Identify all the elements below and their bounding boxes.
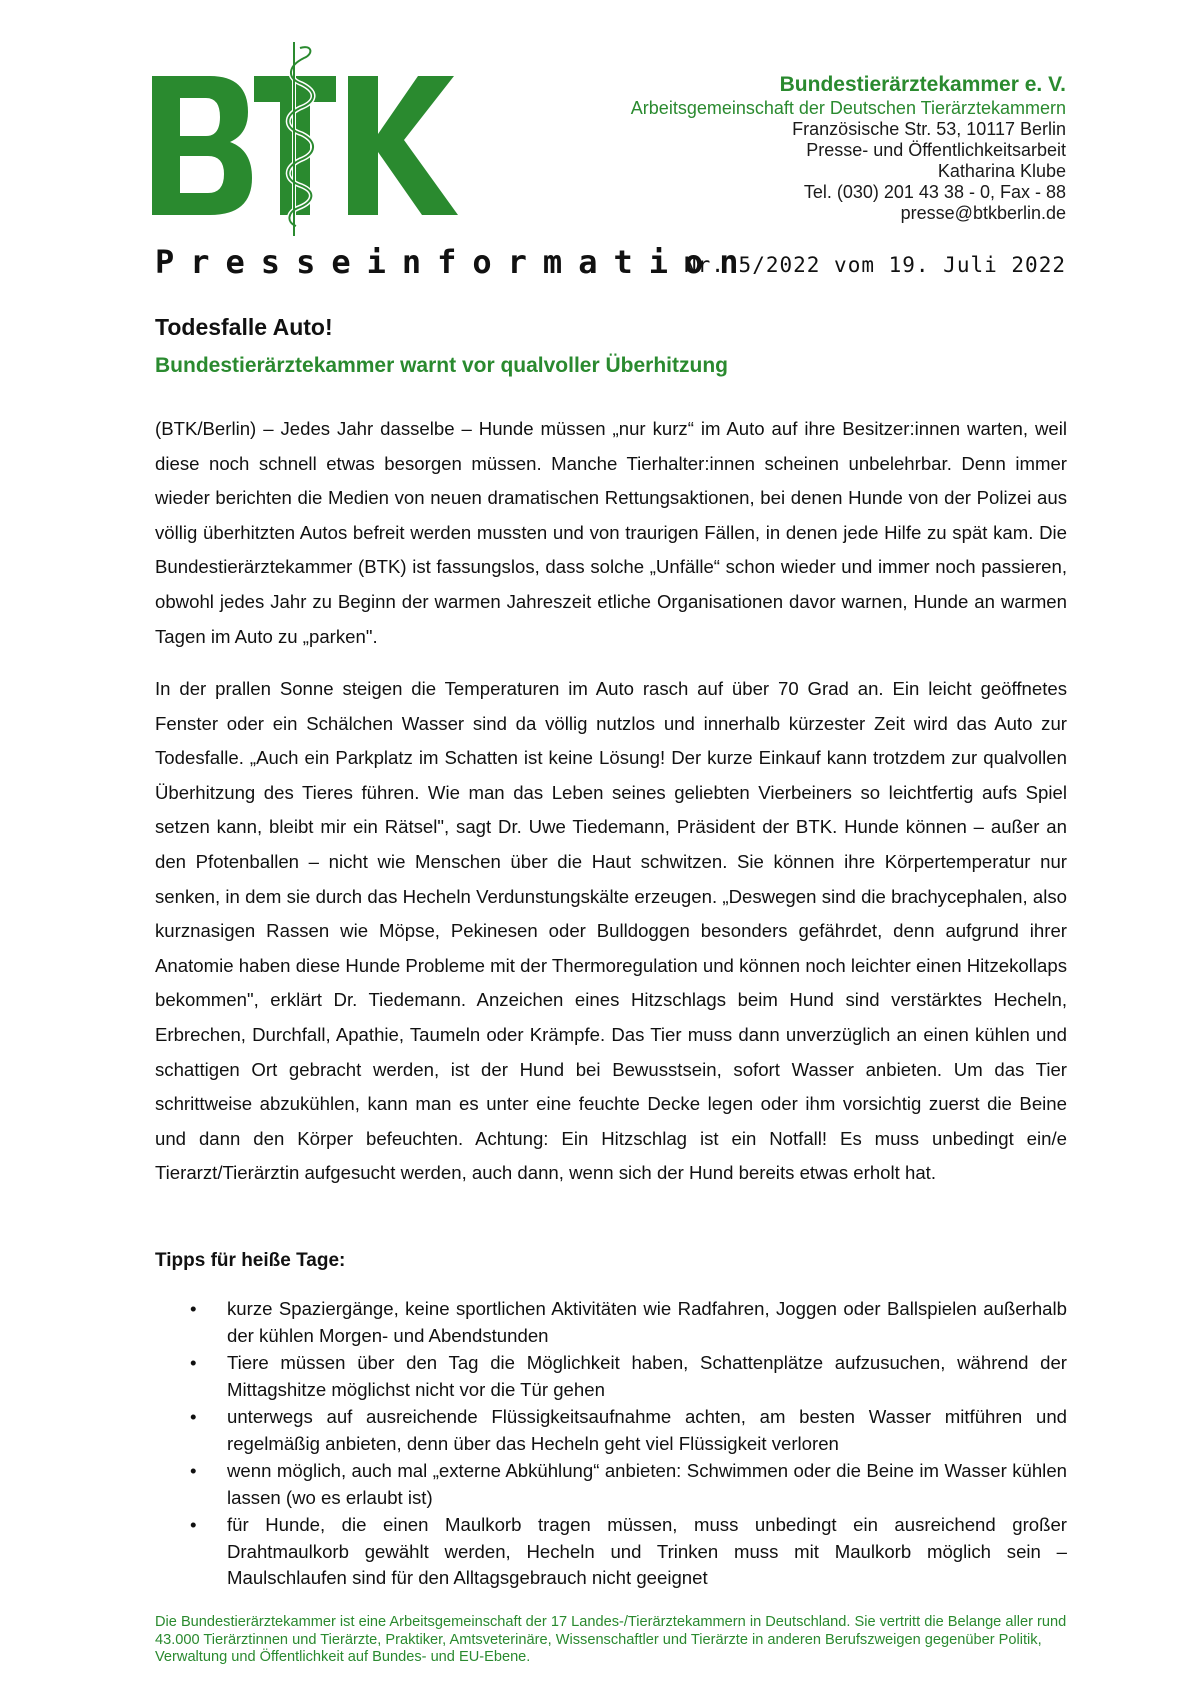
tip-text: wenn möglich, auch mal „externe Abkühlung“ anbieten: Schwimmen oder die Beine im Wasser kühlen lassen (wo es erlaubt ist) [227,1460,1067,1508]
subheadline: Bundestierärztekammer warnt vor qualvoller Überhitzung [155,354,728,377]
paragraph-intro: (BTK/Berlin) – Jedes Jahr dasselbe – Hunde müssen „nur kurz“ im Auto auf ihre Besitzer:innen warten, weil diese noch schnell etwas besorgen müssen. Manche Tierhalter:innen scheinen unbelehrbar. Denn immer wieder berichten die Medien von neuen dramatischen Rettungsaktionen, bei denen Hunde von der Polizei aus völlig überhitzten Autos befreit werden mussten und von traurigen Fällen, in denen jede Hilfe zu spät kam. Die Bundestierärztekammer (BTK) ist fassungslos, dass solche „Unfälle“ schon wieder und immer noch passieren, obwohl jedes Jahr zu Beginn der warmen Jahreszeit etliche Organisationen davor warnen, Hunde an warmen Tagen im Auto zu „parken". [155,418,1067,647]
tip-text: kurze Spaziergänge, keine sportlichen Aktivitäten wie Radfahren, Joggen oder Ballspielen außerhalb der kühlen Morgen- und Abendstunden [227,1298,1067,1346]
list-item [155,1350,1067,1403]
list-item [155,1404,1067,1457]
tipps-heading: Tipps für heiße Tage: [155,1250,346,1271]
org-email[interactable]: presse@btkberlin.de [900,203,1066,223]
list-item [155,1458,1067,1511]
tipps-list [155,1296,1067,1593]
bullet-icon: • [190,1298,197,1319]
issue-number-date: Nr. 5/2022 vom 19. Juli 2022 [683,253,1066,277]
footer-note: Die Bundestierärztekammer ist eine Arbeitsgemeinschaft der 17 Landes-/Tierärztekammern in Deutschland. Sie vertritt die Belange aller rund 43.000 Tierärztinnen und Tierärzte, Praktiker, Amtsveterinäre, Wissenschaftler und Tierärzte in anderen Berufszweigen gegenüber Politik, Verwaltung und Öffentlichkeit auf Bundes- und EU-Ebene. [155,1614,1067,1665]
headline: Todesfalle Auto! [155,314,333,340]
org-phone: Tel. (030) 201 43 38 - 0, Fax - 88 [803,182,1066,202]
tip-text: für Hunde, die einen Maulkorb tragen müssen, muss unbedingt ein ausreichend großer Drahtmaulkorb gewählt werden, Hecheln und Trinken muss mit Maulkorb möglich sein – Maulschlaufen sind für den Alltagsgebrauch nicht geeignet [227,1514,1067,1588]
tip-text: Tiere müssen über den Tag die Möglichkeit haben, Schattenplätze aufzusuchen, während der Mittagshitze möglichst nicht vor die Tür gehen [227,1352,1067,1400]
org-contact: Katharina Klube [937,161,1066,181]
org-name: Bundestierärztekammer e. V. [779,73,1066,96]
organization-address [631,72,1066,224]
bullet-icon: • [190,1352,197,1373]
list-item [155,1296,1067,1349]
btk-logo-graphic [152,40,467,238]
bullet-icon: • [190,1406,197,1427]
presseinformation-title: Presseinformation [155,243,755,281]
paragraph-main: In der prallen Sonne steigen die Temperaturen im Auto rasch auf über 70 Grad an. Ein leicht geöffnetes Fenster oder ein Schälchen Wasser sind da völlig nutzlos und innerhalb kürzester Zeit wird das Auto zur Todesfalle. „Auch ein Parkplatz im Schatten ist keine Lösung! Der kurze Einkauf kann trotzdem zur qualvollen Überhitzung des Tieres führen. Wie man das Leben seines geliebten Vierbeiners so leichtfertig aufs Spiel setzen kann, bleibt mir ein Rätsel", sagt Dr. Uwe Tiedemann, Präsident der BTK. Hunde können – außer an den Pfotenballen – nicht wie Menschen über die Haut schwitzen. Sie können ihre Körpertemperatur nur senken, in dem sie durch das Hecheln Verdunstungskälte erzeugen. „Deswegen sind die brachycephalen, also kurznasigen Rassen wie Möpse, Pekinesen oder Bulldoggen besonders gefährdet, denn aufgrund ihrer Anatomie haben diese Hunde Probleme mit der Thermoregulation und können noch leichter einen Hitzekollaps bekommen", erklärt Dr. Tiedemann. Anzeichen eines Hitzschlags beim Hund sind verstärktes Hecheln, Erbrechen, Durchfall, Apathie, Taumeln oder Krämpfe. Das Tier muss dann unverzüglich an einen kühlen und schattigen Ort gebracht werden, ist der Hund bei Bewusstsein, sofort Wasser anbieten. Um das Tier schrittweise abzukühlen, kann man es unter eine feuchte Decke legen oder ihm vorsichtig zuerst die Beine und dann den Körper befeuchten. Achtung: Ein Hitzschlag ist ein Notfall! Es muss unbedingt ein/e Tierarzt/Tierärztin aufgesucht werden, auch dann, wenn sich der Hund bereits etwas erholt hat. [155,678,1067,1184]
bullet-icon: • [190,1514,197,1535]
bullet-icon: • [190,1460,197,1481]
list-item [155,1512,1067,1592]
org-department: Presse- und Öffentlichkeitsarbeit [806,140,1066,160]
tip-text: unterwegs auf ausreichende Flüssigkeitsaufnahme achten, am besten Wasser mitführen und regelmäßig anbieten, denn über das Hecheln geht viel Flüssigkeit verloren [227,1406,1067,1454]
org-address: Französische Str. 53, 10117 Berlin [792,119,1066,139]
org-association: Arbeitsgemeinschaft der Deutschen Tierärztekammern [630,98,1066,118]
btk-logo [152,40,467,238]
